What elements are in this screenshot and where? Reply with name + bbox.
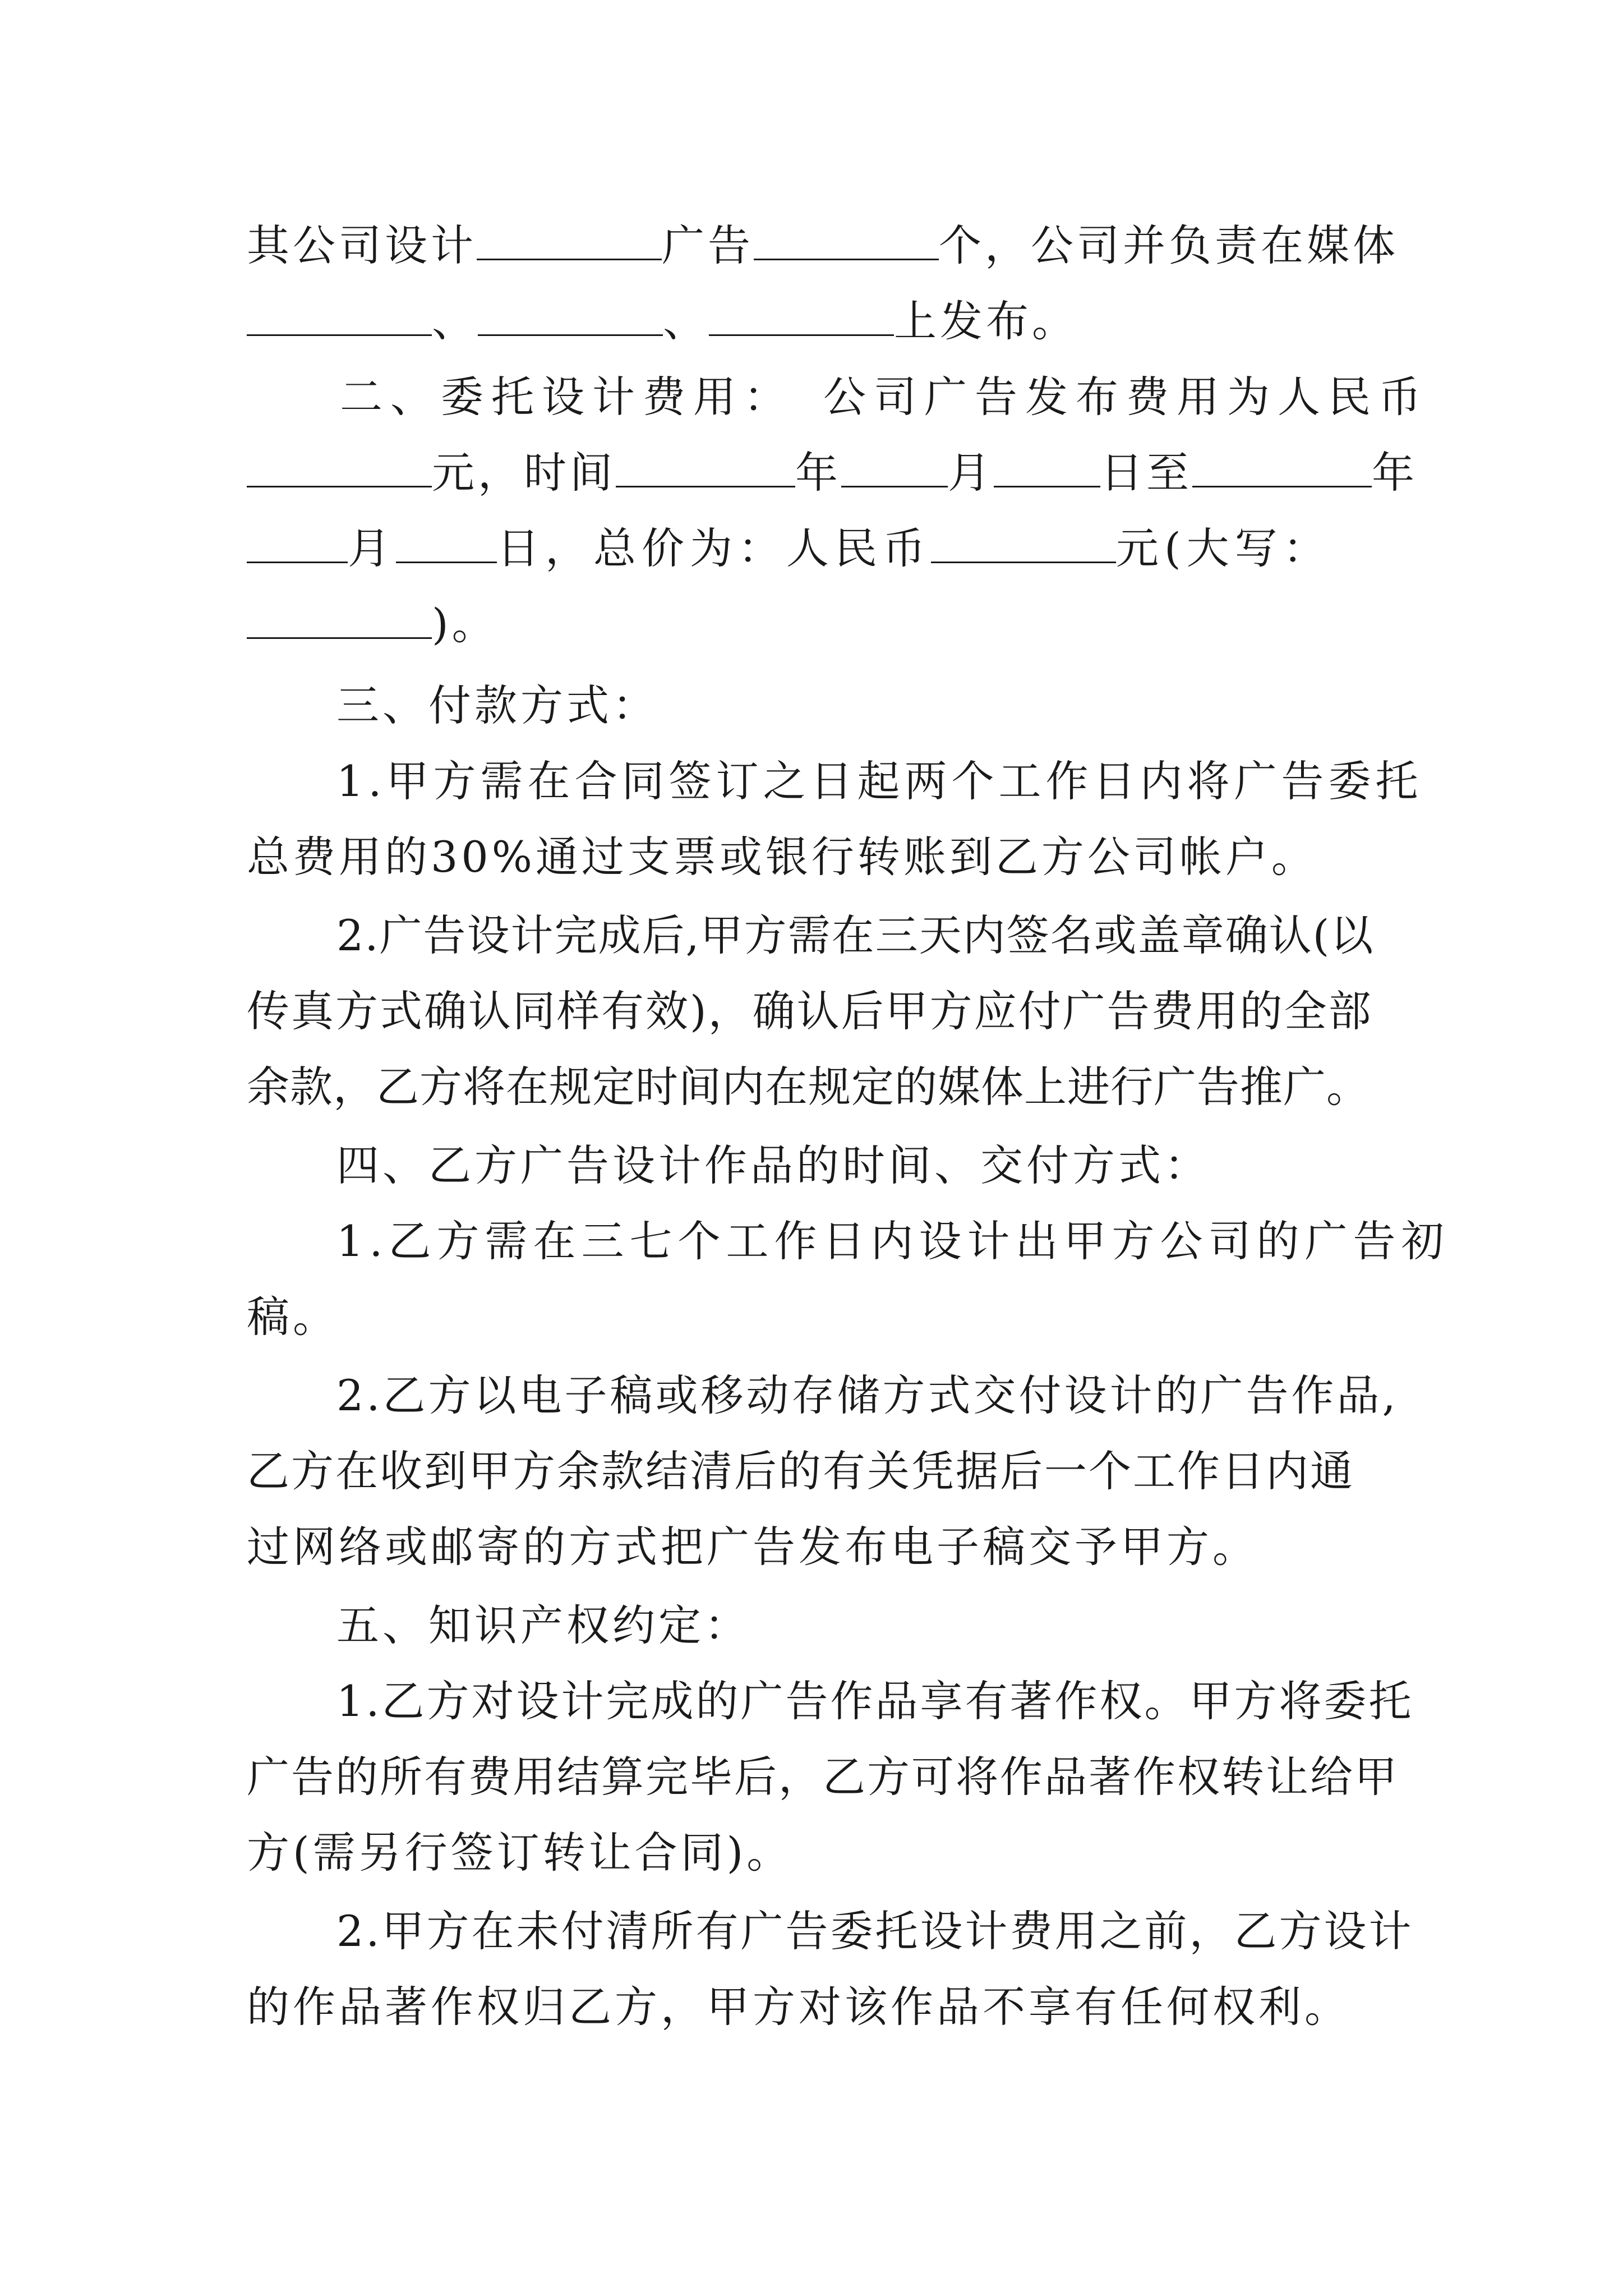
fill-blank[interactable] bbox=[1192, 447, 1372, 487]
fill-blank[interactable] bbox=[709, 295, 894, 336]
text-segment: 月 bbox=[348, 523, 396, 573]
text-segment: 年 bbox=[1372, 448, 1418, 498]
paragraph-line: 方(需另行签订转让合同)。 bbox=[247, 1828, 793, 1878]
paragraph-line bbox=[247, 522, 1391, 576]
text-segment: 其公司设计 bbox=[247, 220, 477, 270]
paragraph-line bbox=[247, 219, 1399, 273]
text-segment: 元，时间 bbox=[432, 448, 616, 498]
paragraph-line: 传真方式确认同样有效)，确认后甲方应付广告费用的全部 bbox=[247, 986, 1373, 1036]
fill-blank[interactable] bbox=[754, 219, 939, 260]
paragraph-line: 1.甲方需在合同签订之日起两个工作日内将广告委托 bbox=[336, 756, 1423, 806]
paragraph-line: 总费用的30%通过支票或银行转账到乙方公司帐户。 bbox=[247, 832, 1317, 882]
fill-blank[interactable] bbox=[616, 447, 795, 487]
section-heading-delivery: 四、乙方广告设计作品的时间、交付方式： bbox=[336, 1140, 1210, 1190]
fill-blank[interactable] bbox=[841, 447, 948, 487]
text-segment: 日，总价为：人民币 bbox=[497, 523, 931, 573]
paragraph-line: 的作品著作权归乙方，甲方对该作品不享有任何权利。 bbox=[247, 1982, 1350, 2032]
paragraph-line: 乙方在收到甲方余款结清后的有关凭据后一个工作日内通 bbox=[247, 1446, 1354, 1496]
fill-blank[interactable] bbox=[478, 295, 663, 336]
paragraph-line: 2.乙方以电子稿或移动存储方式交付设计的广告作品, bbox=[336, 1370, 1399, 1420]
text-segment: 元(大写： bbox=[1116, 523, 1331, 573]
fill-blank[interactable] bbox=[477, 219, 662, 260]
section-heading-ip: 五、知识产权约定： bbox=[336, 1600, 750, 1650]
fill-blank[interactable] bbox=[247, 522, 348, 563]
paragraph-line bbox=[247, 446, 1418, 500]
paragraph-line bbox=[247, 597, 1391, 651]
text-segment: 上发布。 bbox=[894, 296, 1078, 346]
text-segment: 、 bbox=[663, 296, 709, 346]
paragraph-line: 过网络或邮寄的方式把广告发布电子稿交予甲方。 bbox=[247, 1522, 1258, 1572]
text-segment: 广告 bbox=[662, 220, 754, 270]
text-segment: 日至 bbox=[1100, 448, 1192, 498]
section-heading-fee: 二、委托设计费用： 公司广告发布费用为人民币 bbox=[340, 372, 1429, 422]
text-segment: )。 bbox=[432, 599, 498, 649]
paragraph-line: 广告的所有费用结算完毕后，乙方可将作品著作权转让给甲 bbox=[247, 1752, 1399, 1802]
fill-blank[interactable] bbox=[247, 598, 432, 639]
fill-blank[interactable] bbox=[931, 522, 1116, 563]
text-segment: 月 bbox=[948, 448, 994, 498]
text-segment: 个，公司并负责在媒体 bbox=[939, 220, 1399, 270]
paragraph-line bbox=[247, 295, 1391, 348]
fill-blank[interactable] bbox=[247, 447, 432, 487]
paragraph-line: 余款，乙方将在规定时间内在规定的媒体上进行广告推广。 bbox=[247, 1062, 1370, 1112]
fill-blank[interactable] bbox=[247, 295, 432, 336]
paragraph-line: 2.甲方在未付清所有广告委托设计费用之前，乙方设计 bbox=[336, 1906, 1414, 1956]
section-heading-payment: 三、付款方式： bbox=[336, 680, 658, 730]
text-segment: 、 bbox=[432, 296, 478, 346]
fill-blank[interactable] bbox=[994, 447, 1100, 487]
fill-blank[interactable] bbox=[396, 522, 497, 563]
paragraph-line: 1.乙方对设计完成的广告作品享有著作权。甲方将委托 bbox=[336, 1676, 1414, 1726]
paragraph-line: 2.广告设计完成后,甲方需在三天内签名或盖章确认(以 bbox=[336, 910, 1375, 960]
paragraph-line: 1.乙方需在三七个工作日内设计出甲方公司的广告初 bbox=[336, 1216, 1450, 1266]
paragraph-line: 稿。 bbox=[247, 1292, 339, 1342]
text-segment: 年 bbox=[795, 448, 841, 498]
